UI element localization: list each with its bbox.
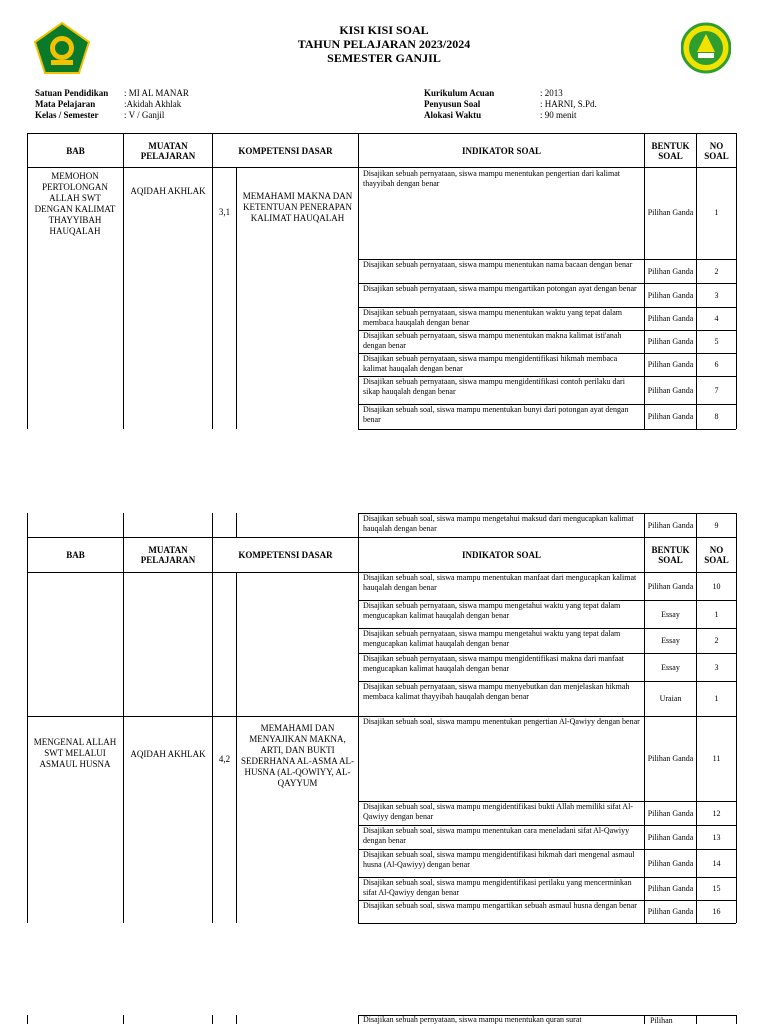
no-cell: 5 — [714, 337, 719, 346]
madrasah-logo — [681, 22, 731, 74]
col-header-muatan: MUATAN PELAJARAN — [140, 545, 196, 565]
col-header-no: NO SOAL — [704, 545, 729, 565]
bentuk-cell: Pilihan Ganda — [647, 360, 694, 369]
no-cell: 1 — [714, 208, 719, 217]
indikator-cell: Disajikan sebuah pernyataan, siswa mampu menentukan pengertian dari kalimat thayyibah dengan benar — [363, 169, 621, 188]
no-cell: 2 — [714, 266, 719, 276]
bentuk-cell: Pilihan Ganda — [647, 412, 694, 421]
bentuk-cell: Pilihan Ganda — [647, 385, 694, 395]
no-cell: 6 — [714, 360, 719, 369]
col-header-indikator: INDIKATOR SOAL — [462, 550, 541, 560]
bab-cell: MEMOHON PERTOLONGAN ALLAH SWT DENGAN KALIMAT THAYYIBAH HAUQALAH — [34, 171, 116, 236]
indikator-cell: Disajikan sebuah pernyataan, siswa mampu mengidentifikasi makna dari manfaat mengucapkan kalimat hauqalah dengan benar — [363, 654, 625, 673]
bentuk-cell: Pilihan Ganda — [647, 581, 694, 591]
col-header-bab: BAB — [66, 550, 85, 560]
no-cell: 3 — [714, 662, 719, 672]
meta-value: : V / Ganjil — [124, 110, 165, 120]
indikator-cell: Disajikan sebuah soal, siswa mampu menentukan cara meneladani sifat Al-Qawiyy dengan benar — [363, 826, 630, 845]
bentuk-cell: Pilihan Ganda — [647, 266, 694, 276]
bentuk-cell: Pilihan Ganda — [647, 907, 694, 916]
no-cell: 4 — [714, 314, 719, 323]
bentuk-cell: Pilihan Ganda — [647, 208, 694, 217]
no-cell: 15 — [712, 884, 721, 893]
meta-value: : 90 menit — [540, 110, 577, 120]
col-header-no: NO SOAL — [704, 140, 729, 161]
bentuk-cell: Pilihan Ganda — [647, 884, 694, 893]
col-header-bentuk: BENTUK SOAL — [651, 545, 690, 565]
indikator-cell: Disajikan sebuah soal, siswa mampu menentukan manfaat dari mengucapkan kalimat hauqalah dengan benar — [363, 573, 637, 592]
no-cell: 1 — [714, 694, 719, 703]
meta-value: : 2013 — [540, 88, 563, 98]
bentuk-cell: Pilihan Ganda — [647, 290, 694, 300]
no-cell: 2 — [714, 636, 719, 645]
meta-value: :Akidah Akhlak — [124, 99, 182, 109]
col-header-bentuk: BENTUK SOAL — [651, 140, 690, 161]
meta-label: Alokasi Waktu — [424, 110, 482, 120]
indikator-cell: Disajikan sebuah soal, siswa mampu menentukan pengertian Al-Qawiyy dengan benar — [363, 717, 640, 726]
kd-cell: MEMAHAMI DAN MENYAJIKAN MAKNA, ARTI, DAN BUKTI SEDERHANA AL-ASMA AL-HUSNA (AL-QOWIYY, AL-QAYYUM — [240, 723, 354, 788]
bentuk-cell: Essay — [661, 609, 680, 619]
indikator-cell: Disajikan sebuah pernyataan, siswa mampu menentukan nama bacaan dengan benar — [363, 260, 633, 269]
meta-label: Kelas / Semester — [35, 110, 99, 120]
indikator-cell: Disajikan sebuah soal, siswa mampu mengidentifikasi bukti Allah memiliki sifat Al-Qawiyy dengan benar — [363, 802, 633, 821]
bentuk-cell: Pilihan Ganda — [647, 858, 694, 868]
indikator-cell: Disajikan sebuah pernyataan, siswa mampu menentukan quran surat — [363, 1015, 582, 1024]
bentuk-cell: Essay — [661, 662, 680, 672]
no-cell: 3 — [714, 290, 719, 300]
indikator-cell: Disajikan sebuah pernyataan, siswa mampu menyebutkan dan menjelaskan hikmah membaca kalimat thayyibah hauqalah dengan benar — [363, 682, 630, 701]
bentuk-cell: Pilihan Ganda — [647, 520, 694, 530]
indikator-cell: Disajikan sebuah soal, siswa mampu mengartikan sebuah asmaul husna dengan benar — [363, 901, 637, 910]
bentuk-cell: Pilihan — [650, 1016, 673, 1024]
no-cell: 12 — [712, 808, 721, 818]
bentuk-cell: Uraian — [659, 694, 682, 703]
doc-title: KISI KISI SOAL — [339, 23, 429, 37]
col-header-kd: KOMPETENSI DASAR — [238, 550, 333, 560]
kd-cell: MEMAHAMI MAKNA DAN KETENTUAN PENERAPAN KALIMAT HAUQALAH — [242, 191, 353, 223]
meta-label: Mata Pelajaran — [35, 99, 96, 109]
meta-label: Penyusun Soal — [424, 99, 481, 109]
indikator-cell: Disajikan sebuah soal, siswa mampu mengidentifikasi hikmah dari mengenal asmaul husna (Al-Qawiyy) dengan benar — [363, 850, 635, 869]
bentuk-cell: Pilihan Ganda — [647, 808, 694, 818]
indikator-cell: Disajikan sebuah pernyataan, siswa mampu mengetahui waktu yang tepat dalam mengucapkan kalimat hauqalah dengan benar — [363, 601, 621, 620]
bentuk-cell: Essay — [661, 636, 680, 645]
meta-label: Satuan Pendidikan — [35, 88, 109, 98]
kd-number: 4,2 — [218, 754, 231, 764]
indikator-cell: Disajikan sebuah pernyataan, siswa mampu menentukan waktu yang tepat dalam membaca hauqalah dengan benar — [363, 308, 623, 327]
bentuk-cell: Pilihan Ganda — [647, 337, 694, 346]
indikator-cell: Disajikan sebuah soal, siswa mampu menentukan bunyi dari potongan ayat dengan benar — [363, 405, 629, 424]
no-cell: 8 — [714, 412, 719, 421]
meta-value: : HARNI, S.Pd. — [540, 99, 597, 109]
no-cell: 11 — [712, 754, 721, 763]
muatan-cell: AQIDAH AKHLAK — [130, 749, 206, 759]
bentuk-cell: Pilihan Ganda — [647, 754, 694, 763]
no-cell: 13 — [712, 832, 721, 842]
col-header-indikator: INDIKATOR SOAL — [462, 145, 541, 156]
indikator-cell: Disajikan sebuah pernyataan, siswa mampu mengetahui waktu yang tepat dalam mengucapkan kalimat hauqalah dengan benar — [363, 629, 621, 648]
indikator-cell: Disajikan sebuah soal, siswa mampu mengetahui maksud dari mengucapkan kalimat hauqalah dengan benar — [363, 514, 634, 533]
bab-cell: MENGENAL ALLAH SWT MELALUI ASMAUL HUSNA — [33, 737, 117, 769]
bentuk-cell: Pilihan Ganda — [647, 832, 694, 842]
indikator-cell: Disajikan sebuah pernyataan, siswa mampu mengartikan potongan ayat dengan benar — [363, 284, 637, 293]
col-header-bab: BAB — [66, 145, 85, 156]
meta-label: Kurikulum Acuan — [424, 88, 495, 98]
kemenag-logo — [33, 22, 91, 74]
indikator-cell: Disajikan sebuah pernyataan, siswa mampu mengidentifikasi contoh perilaku dari sikap hauqalah dengan benar — [363, 377, 625, 396]
kd-number: 3,1 — [218, 207, 231, 217]
col-header-muatan: MUATAN PELAJARAN — [140, 140, 196, 161]
no-cell: 10 — [712, 581, 721, 591]
indikator-cell: Disajikan sebuah pernyataan, siswa mampu menentukan makna kalimat isti'anah dengan benar — [363, 331, 622, 350]
doc-year: TAHUN PELAJARAN 2023/2024 — [297, 37, 471, 51]
no-cell: 1 — [714, 609, 719, 619]
indikator-cell: Disajikan sebuah soal, siswa mampu mengidentifikasi perilaku yang mencerminkan sifat Al-Qawiyy dengan benar — [363, 878, 632, 897]
no-cell: 7 — [714, 385, 719, 395]
no-cell: 14 — [712, 858, 721, 868]
doc-semester: SEMESTER GANJIL — [327, 51, 441, 65]
no-cell: 16 — [712, 907, 721, 916]
no-cell: 9 — [714, 520, 719, 530]
meta-value: : MI AL MANAR — [124, 88, 189, 98]
muatan-cell: AQIDAH AKHLAK — [130, 186, 206, 196]
col-header-kd: KOMPETENSI DASAR — [238, 145, 333, 156]
indikator-cell: Disajikan sebuah pernyataan, siswa mampu mengidentifikasi hikmah membaca kalimat hauqalah dengan benar — [363, 354, 618, 373]
bentuk-cell: Pilihan Ganda — [647, 314, 694, 323]
